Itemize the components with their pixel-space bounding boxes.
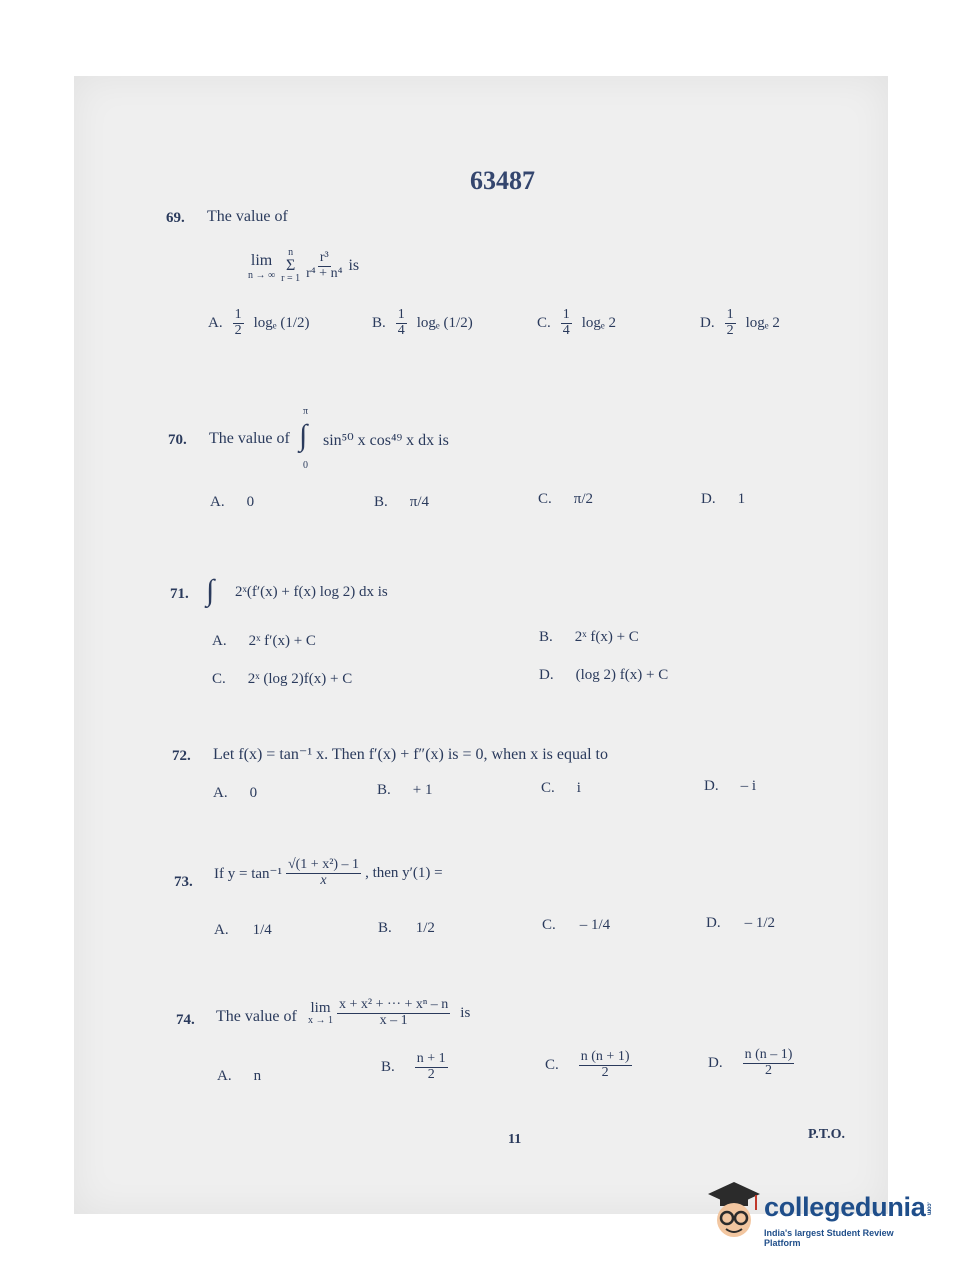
question-number: 69.: [166, 210, 185, 226]
sum-symbol: Σ: [285, 257, 296, 274]
coef-num: 1: [562, 307, 570, 322]
question-number: 72.: [172, 748, 191, 764]
option-label: A.: [208, 314, 223, 331]
coef-den: 2: [234, 322, 242, 338]
coef-den: 4: [562, 322, 570, 338]
lim-subscript: x → 1: [308, 1014, 333, 1026]
option-value: π/2: [573, 491, 594, 507]
question-number: 73.: [174, 874, 193, 890]
collegedunia-logo: [706, 1180, 932, 1252]
option-value: 1/2: [415, 920, 435, 936]
option-label: D.: [701, 491, 716, 507]
option-value: 2ˣ f(x) + C: [574, 629, 639, 645]
integral-sign: ∫: [206, 574, 215, 607]
option-label: C.: [538, 491, 552, 507]
integral-upper-limit: π: [303, 406, 309, 417]
lim-subscript: n → ∞: [248, 269, 276, 281]
option-d: [708, 1048, 794, 1078]
option-value: (log 2) f(x) + C: [575, 667, 669, 683]
option-fraction: [743, 1048, 795, 1078]
fraction-denominator: 2: [427, 1066, 435, 1082]
fraction-denominator: r⁴ + n⁴: [306, 265, 343, 281]
coef-num: 1: [397, 307, 405, 322]
coef-den: 2: [726, 322, 734, 338]
option-value: 2ˣ f′(x) + C: [248, 633, 316, 649]
option-c: [212, 671, 352, 688]
coef-num: 1: [234, 307, 242, 322]
option-label: B.: [377, 782, 391, 798]
fraction: [286, 858, 361, 888]
option-b: [539, 629, 639, 646]
option-value: π/4: [409, 494, 430, 510]
option-value: logₑ 2: [745, 314, 780, 331]
question-prefix: If y = tan⁻¹: [214, 865, 282, 882]
option-b: [374, 494, 429, 511]
sum-upper: n: [288, 247, 294, 258]
option-label: A.: [213, 785, 228, 801]
option-b: [377, 782, 432, 799]
option-value: i: [576, 780, 581, 796]
limit-expression: [248, 248, 359, 284]
option-fraction: [579, 1050, 632, 1080]
option-value: logₑ 2: [581, 314, 617, 331]
scanned-page: [74, 76, 888, 1214]
option-value: 0: [246, 494, 255, 510]
option-a: [208, 308, 310, 338]
fraction-numerator: n (n + 1): [580, 1049, 630, 1064]
option-value: + 1: [412, 782, 433, 798]
fraction-denominator: x – 1: [379, 1012, 408, 1028]
option-c: [538, 491, 593, 508]
option-b: [372, 308, 473, 338]
option-c: [537, 308, 616, 338]
option-d: [700, 308, 780, 338]
option-a: [214, 922, 272, 939]
option-d: [701, 491, 745, 508]
option-label: B.: [381, 1058, 395, 1075]
coefficient: [396, 308, 407, 338]
option-label: B.: [374, 494, 388, 510]
question-suffix: , then y′(1) =: [365, 864, 443, 881]
option-label: A.: [217, 1068, 232, 1084]
coef-num: 1: [726, 307, 734, 322]
option-value: – i: [740, 778, 757, 794]
option-label: C.: [537, 314, 551, 331]
fraction-numerator: √(1 + x²) – 1: [287, 857, 360, 872]
option-value: – 1/4: [579, 917, 611, 933]
option-value: – 1/2: [744, 915, 776, 931]
fraction-denominator: 2: [765, 1062, 772, 1078]
option-label: D.: [708, 1054, 723, 1071]
option-label: D.: [700, 314, 715, 331]
option-a: [210, 494, 254, 511]
fraction-denominator: x: [320, 872, 327, 888]
question-text: Let f(x) = tan⁻¹ x. Then f′(x) + f″(x) is = 0, when x is equal to: [213, 746, 608, 763]
integrand: 2ˣ(f′(x) + f(x) log 2) dx is: [235, 584, 388, 600]
option-b: [378, 920, 435, 937]
question-number: 71.: [170, 586, 189, 602]
option-a: [217, 1068, 261, 1085]
option-c: [541, 780, 581, 797]
option-c: [542, 917, 610, 934]
mascot-icon: [706, 1180, 762, 1248]
option-label: A.: [212, 633, 227, 649]
option-value: n: [253, 1068, 262, 1084]
option-value: logₑ (1/2): [253, 314, 310, 331]
integral-lower-limit: 0: [303, 460, 308, 471]
option-value: 1: [737, 491, 746, 507]
option-value: logₑ (1/2): [416, 314, 473, 331]
option-label: D.: [704, 778, 719, 794]
integral-sign: ∫: [299, 419, 308, 452]
pto-label: P.T.O.: [808, 1127, 845, 1142]
option-b: [381, 1052, 448, 1082]
question-text: The value of: [216, 1008, 297, 1025]
option-d: [539, 667, 668, 684]
option-c: [545, 1050, 632, 1080]
option-label: B.: [372, 314, 386, 331]
option-a: [212, 633, 316, 650]
option-a: [213, 785, 257, 802]
question-text: The value of: [207, 208, 288, 225]
option-value: 0: [249, 785, 258, 801]
coefficient: [561, 308, 572, 338]
option-label: D.: [706, 915, 721, 931]
coefficient: [725, 308, 736, 338]
option-label: D.: [539, 667, 554, 683]
option-d: [706, 915, 775, 932]
option-label: C.: [545, 1056, 559, 1073]
logo-name: collegedunia: [764, 1192, 926, 1222]
limit-expression: [308, 998, 470, 1028]
page-number: 11: [508, 1132, 522, 1147]
fraction-numerator: n + 1: [416, 1051, 446, 1066]
question-tail: is: [460, 1004, 471, 1021]
integrand: sin⁵⁰ x cos⁴⁹ x dx is: [323, 432, 449, 449]
option-label: B.: [539, 629, 553, 645]
option-label: A.: [210, 494, 225, 510]
lim-label: lim: [250, 251, 273, 269]
fraction-numerator: n (n – 1): [744, 1047, 793, 1062]
option-label: C.: [542, 917, 556, 933]
paper-code: 63487: [470, 166, 535, 195]
question-number: 70.: [168, 432, 187, 448]
option-label: B.: [378, 920, 392, 936]
question-number: 74.: [176, 1012, 195, 1028]
question-expression: [214, 858, 443, 888]
logo-tagline: India's largest Student Review Platform: [764, 1228, 894, 1248]
option-label: A.: [214, 922, 229, 938]
question-text: The value of: [209, 430, 290, 447]
fraction-numerator: x + x² + ··· + xⁿ – n: [339, 997, 449, 1012]
lim-label: lim: [310, 999, 331, 1016]
fraction: [304, 251, 344, 281]
fraction-denominator: 2: [601, 1064, 609, 1080]
sum-lower: r = 1: [281, 273, 301, 284]
option-fraction: [415, 1052, 448, 1082]
option-d: [704, 778, 756, 795]
option-value: 1/4: [252, 922, 272, 938]
fraction: [337, 998, 450, 1028]
option-value: 2ˣ (log 2)f(x) + C: [247, 671, 353, 687]
option-label: C.: [212, 671, 226, 687]
question-tail: is: [348, 257, 360, 274]
logo-wordmark: [764, 1192, 931, 1223]
logo-suffix: .com: [925, 1202, 932, 1216]
option-label: C.: [541, 780, 555, 796]
coef-den: 4: [397, 322, 405, 338]
coefficient: [233, 308, 244, 338]
fraction-numerator: r³: [319, 249, 329, 265]
